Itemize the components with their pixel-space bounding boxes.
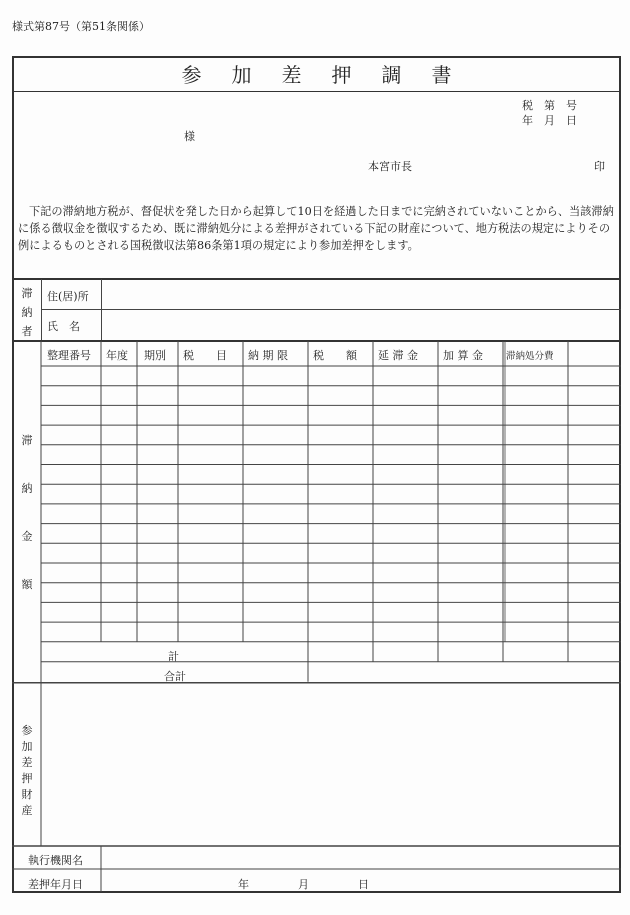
header-surcharge: 加 算 金 <box>443 349 483 362</box>
header-period: 期別 <box>144 349 166 362</box>
body-text: 下記の滞納地方税が、督促状を発した日から起算して10日を経過した日までに完納されていないことから、当該滞納に係る徴収金を徴収するため、既に滞納処分による差押がされている下記の財産について、地方税法の規定によりその例によるものとされる国税徴収法第86条第1項の規定により参加差押をします。 <box>18 205 614 252</box>
total-label: 合計 <box>164 670 186 683</box>
header-year: 年度 <box>106 349 128 362</box>
debtor-section-label: 滞 納 者 <box>21 287 33 338</box>
reference-date: 年 月 日 <box>522 114 577 127</box>
reference-number: 税 第 号 <box>522 99 577 112</box>
header-ref-number: 整理番号 <box>47 349 91 362</box>
amount-section-label: 滞 納 金 額 <box>21 434 33 591</box>
seizure-date-label: 差押年月日 <box>28 878 83 891</box>
date-year-unit: 年 <box>238 878 249 891</box>
date-month-unit: 月 <box>298 878 309 891</box>
agency-label: 執行機関名 <box>28 854 83 867</box>
addressee-suffix: 様 <box>184 130 195 143</box>
address-label: 住(居)所 <box>47 290 89 303</box>
name-label: 氏 名 <box>47 320 80 333</box>
header-tax-item: 税 目 <box>183 349 227 362</box>
seal-mark: 印 <box>594 160 605 173</box>
property-section-label: 参 加 差 押 財 産 <box>21 724 33 817</box>
header-disposition-cost: 滞納処分費 <box>506 351 554 362</box>
form-number-label: 様式第87号（第51条関係） <box>12 20 150 33</box>
page-title: 参加差押調書 <box>181 63 482 87</box>
property-field[interactable] <box>42 686 620 844</box>
issuer-name: 本宮市長 <box>368 160 412 173</box>
agency-field[interactable] <box>102 847 620 869</box>
seizure-date-field[interactable] <box>102 870 620 892</box>
header-tax-amount: 税 額 <box>313 349 357 362</box>
header-late-fee: 延 滞 金 <box>378 349 418 362</box>
subtotal-label: 計 <box>168 650 179 663</box>
date-day-unit: 日 <box>358 878 369 891</box>
header-due-date: 納 期 限 <box>248 349 288 362</box>
